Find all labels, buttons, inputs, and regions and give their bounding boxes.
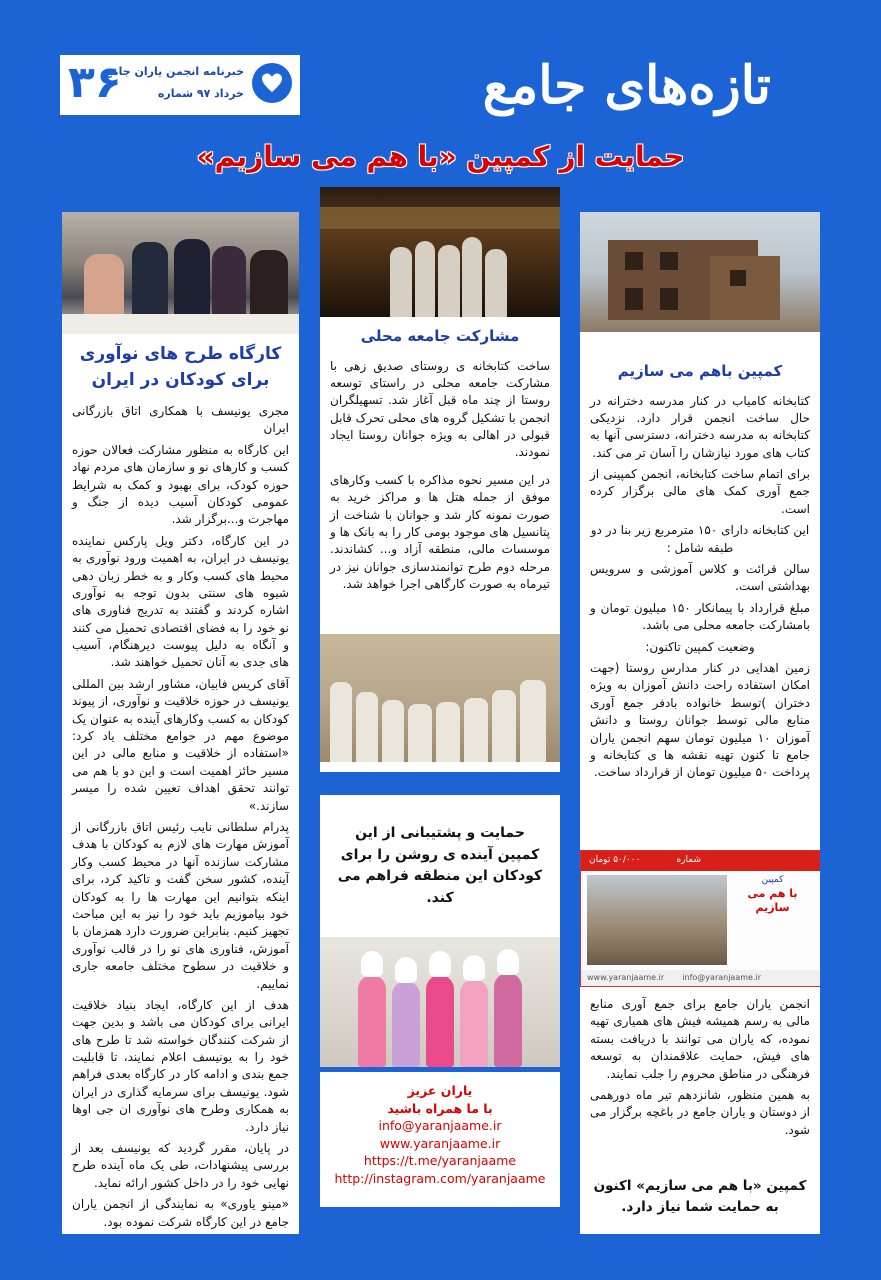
children-group-photo [320,634,560,762]
community-title: مشارکت جامعه محلی [360,327,520,345]
receipt-photo [587,875,727,965]
campaign-text: کتابخانه کامیاب در کنار مدرسه دخترانه در حال ساخت انجمن قرار دارد. نزدیکی کتابخانه به مدرسه دخترانه، دسترسی آنها به کتاب های مورد نیازشان را آسان تر می کند. برای اتمام ساخت کتابخانه، انجمن کمپینی از جمع آوری کمک های مالی برگزار کرده است. این کتابخانه دارای ۱۵۰ مترمربع زیر بنا در دو طبقه شامل : سالن قرائت و کلاس آموزشی و سرویس بهداشتی است. مبلغ قرارداد با پیمانکار ۱۵۰ میلیون تومان و بامشارکت جامعه محلی می باشد. وضعیت کمپین تاکنون: زمین اهدایی در کنار مدارس روستا (جهت امکان استفاده راحت دانش آموزان به ویژه دختران )توسط خانواده بادفر جمع آوری منابع مالی توسط جوانان روستا و دانش آموزان ۱۰ میلیون تومان سهم انجمن یاران جامع تا کنون تهیه نقشه ها ی کتابخانه و پرداخت ۵۰ میلیون تومان از قرارداد ساخت. [590,393,810,780]
workshop-photo [62,212,299,334]
library-building-photo [580,212,820,332]
receipt-email: info@yaranjaame.ir [682,973,761,982]
donation-receipt-image [580,850,820,987]
contact-invite: با ما همراه باشید [387,1100,493,1116]
contact-box [320,1072,560,1207]
org-name: خبرنامه انجمن یاران جامع [104,65,244,78]
receipt-website: www.yaranjaame.ir [587,973,665,982]
issue-badge [60,55,300,115]
contact-greeting: یاران عزیز [407,1083,473,1098]
workshop-column [62,212,299,1234]
support-quote-box [320,795,560,1067]
contact-website-link[interactable]: www.yaranjaame.ir [379,1135,501,1151]
campaign-column [580,212,820,1234]
community-text: ساخت کتابخانه ی روستای صدیق زهی با مشارکت جامعه محلی در راستای توسعه روستا از چند ماه قبل آغاز شد. تسهیلگران انجمن با تشکیل گروه های محلی تحرک قابل قبولی در اهالی به ویژه جوانان روستا ایجاد نمودند. در این مسیر نحوه مذاکره با کسب وکارهای موفق از جمله هتل ها و مراکز خرید به صورت نمونه کار شد و جوانان با شناخت از پتانسیل های موجود بومی کار را به بانک ها و موسسات مالی، منطقه آزاد و... کشاندند. مرحله دوم طرح توانمندسازی جوانان نیز در تیرماه به صورت کارگاهی اجرا خواهد شد. [330,358,550,592]
community-column [320,187,560,772]
issue-number: ۳۶ [68,57,122,108]
heart-logo-icon [252,63,292,103]
receipt-campaign-name: با هم می سازیم [747,886,798,915]
campaign-title: کمپین باهم می سازیم [617,362,783,380]
community-photo [320,187,560,317]
contact-email-link[interactable]: info@yaranjaame.ir [378,1118,502,1133]
masthead-title: تازه‌های جامع [482,55,771,116]
girls-photo [320,937,560,1067]
contact-instagram-link[interactable]: http://instagram.com/yaranjaame [334,1170,546,1186]
receipt-number-label: شماره [676,855,701,865]
issue-date: خرداد ۹۷ شماره [157,87,244,100]
receipt-campaign-label: کمپین [761,875,784,885]
receipt-text: انجمن یاران جامع برای جمع آوری منابع مالی به رسم همیشه فیش های همیاری تهیه نموده، که یاران می توانند با دریافت بسته های فیش، حمایت علاقمندان به توسعه فرهنگی در مناطق محروم را جلب نمایند. به همین منظور، شانزدهم تیر ماه دورهمی از دوستان و یاران جامع در باغچه برگزار می شود. [590,997,810,1137]
workshop-title: کارگاه طرح های نوآوری برای کودکان در ایران [79,344,282,390]
headline: حمایت از کمپین «با هم می سازیم» [196,140,685,173]
workshop-text: مجری یونیسف با همکاری اتاق بازرگانی ایران این کارگاه به منظور مشارکت فعالان حوزه کسب و کارهای نو و سازمان های مردم نهاد حوزه کودک، برای بهبود و کمک به شرایط عمومی کودکان آسیب دیده از جنگ و مهاجرت و...برگزار شد. در این کارگاه، دکتر ویل پارکس نماینده یونیسف در ایران، به اهمیت ورود نوآوری به محیط های کسب وکار و به خطر زبان دهی شیوه های سنتی بدون توجه به نوآوری اشاره کردند و گفتند به تدریج فناوری های نو خود را به فضای اقتصادی تحمیل می کنند و آنگاه به دلیل پیوست دیرهنگام، آسیب های جدی به آنان تحمیل خواهند شد. آقای کریس فابیان، مشاور ارشد بین المللی یونیسف در حوزه خلاقیت و نوآوری، از پیوند کودکان به کسب وکارهای آینده به عنوان یک موضوع مهم در جوامع مختلف یاد کرد: «استفاده از خلاقیت و منابع مالی در این مسیر حائز اهمیت است و این دو با هم می توانند تحقق اهداف تعیین شده را میسر سازند.» پدرام سلطانی نایب رئیس اتاق بازرگانی از آموزش مهارت های لازم به کودکان با هدف مشارکت سازنده آنها در محیط کسب وکار آینده، کشور سخن گفت و تاکید کرد، برای اینکه بتوانیم این مهارت ها را به کودکان خود بیاموزیم باید خود را نیز به این مباحث تجهیز کنیم. بنابراین ضرورت دارد همزمان با آموزش، فناوری های نو را در قالب نوآوری و خلاقیت در سطوح مختلف جامعه جاری نماییم. هدف از این کارگاه، ایجاد بنیاد خلاقیت ایرانی برای کودکان می باشد و بدین جهت از شرکت کنندگان خواسته شد تا طرح های خود را به یونیسف اعلام نمایند، تا قابلیت جمع بندی و ادامه کار در کارگاه بعدی فراهم شود. یونیسف برای سرمایه گذاری در ایران به همکاری وطرح های نوآوری ان جی اوها نیاز دارد. در پایان، مقرر گردید که یونیسف بعد از بررسی پیشنهادات، طی یک ماه آینده طرح نهایی خود را در داخل کشور ارائه نماید. «مینو یاوری» به نمایندگی از انجمن یاران جامع در این کارگاه شرکت نموده بود. [72,404,289,1229]
support-quote: حمایت و پشتیبانی از این کمپین آینده ی روشن را برای کودکان این منطقه فراهم می کند. [337,825,543,907]
campaign-callout: کمپین «با هم می سازیم» اکنون به حمایت شما نیاز دارد. [593,1178,807,1215]
receipt-amount: ۵۰/۰۰۰ تومان [589,855,641,865]
contact-telegram-link[interactable]: https://t.me/yaranjaame [363,1153,517,1168]
